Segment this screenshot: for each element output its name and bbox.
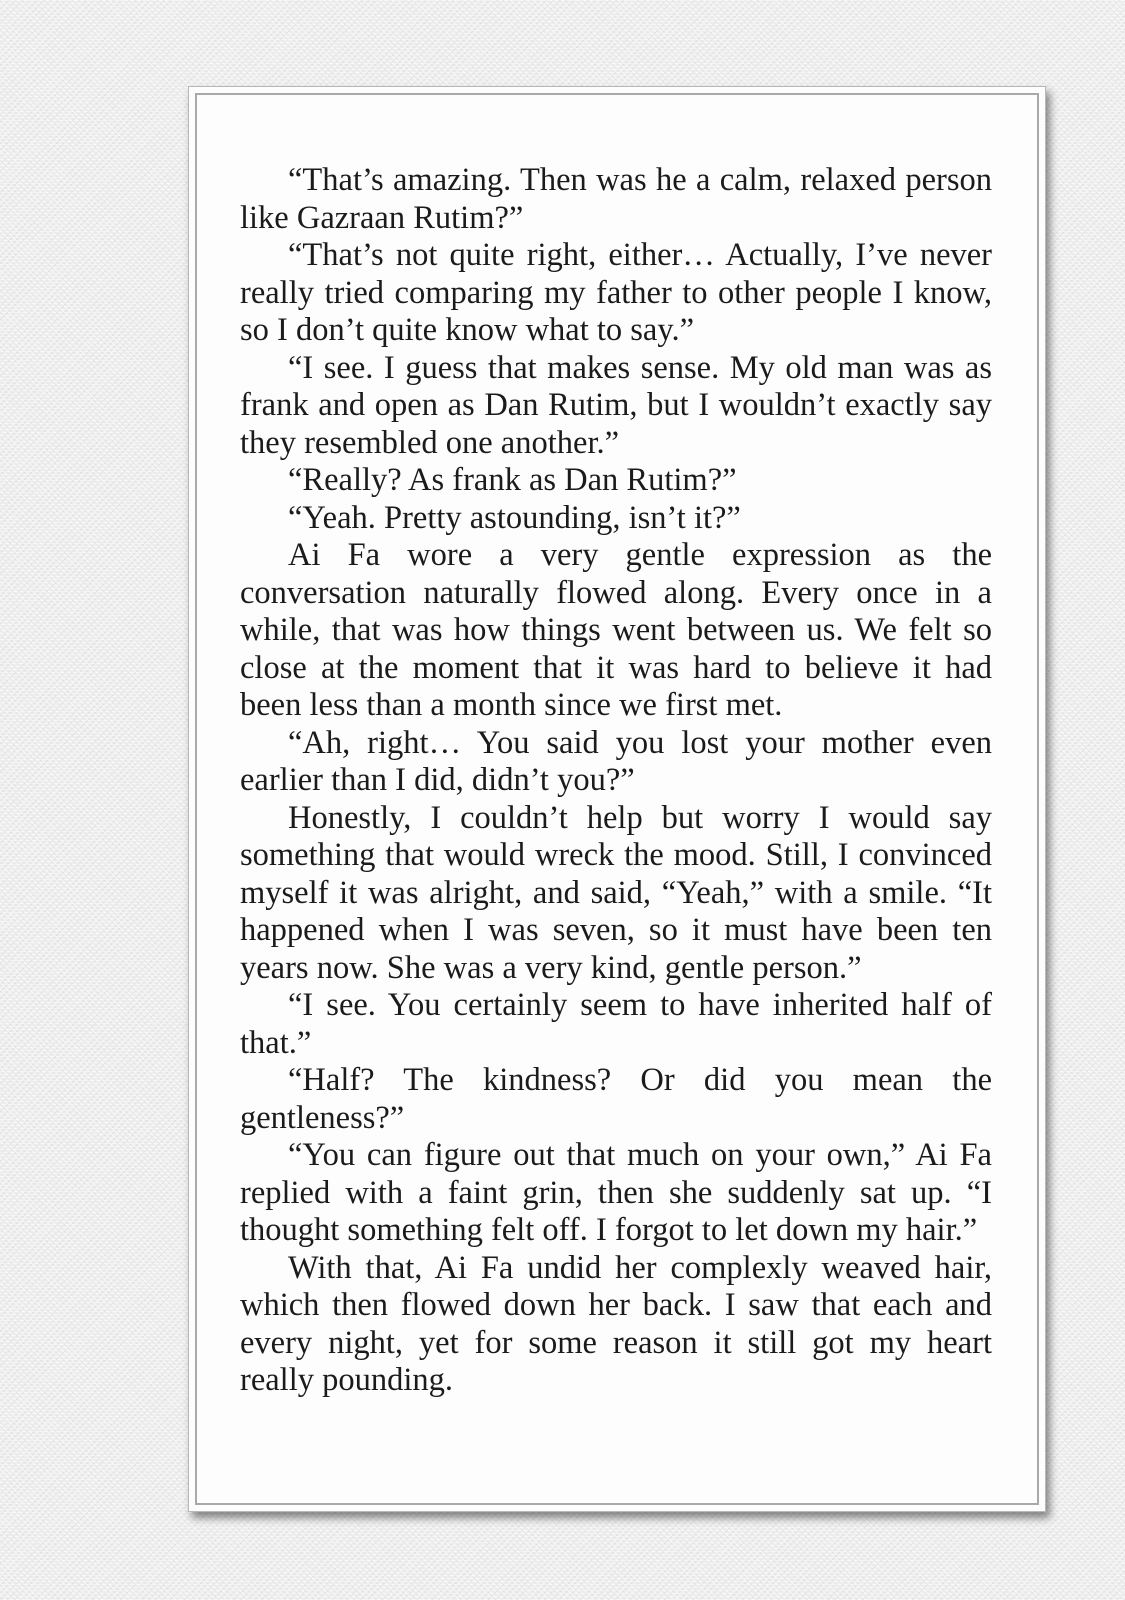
- paragraph: “Ah, right… You said you lost your mother even earlier than I did, didn’t you?”: [240, 724, 992, 798]
- paragraph: “I see. I guess that makes sense. My old man was as frank and open as Dan Rutim, but I wouldn’t exactly say they resembled one another.”: [240, 349, 992, 461]
- paragraph: “Really? As frank as Dan Rutim?”: [288, 462, 737, 498]
- paragraph: “Yeah. Pretty astounding, isn’t it?”: [288, 499, 741, 536]
- body-text: [240, 162, 992, 1400]
- paragraph: Ai Fa wore a very gentle expression as the conversation naturally flowed along. Every once in a while, that was how things went between us. We felt so close at the moment that it was hard to believe it had been less than a month since we first met.: [240, 537, 992, 723]
- paragraph: Honestly, I couldn’t help but worry I would say something that would wreck the mood. Still, I convinced myself it was alright, and said, “Yeah,” with a smile. “It happened when I was seven, so it must have been ten years now. She was a very kind, gentle person.”: [240, 799, 992, 986]
- paragraph: With that, Ai Fa undid her complexly weaved hair, which then flowed down her back. I saw that each and every night, yet for some reason it still got my heart really pounding.: [240, 1249, 992, 1398]
- paragraph: “I see. You certainly seem to have inherited half of that.”: [240, 987, 992, 1061]
- paragraph: “You can figure out that much on your own,” Ai Fa replied with a faint grin, then she suddenly sat up. “I thought something felt off. I forgot to let down my hair.”: [240, 1137, 992, 1248]
- paragraph: “That’s amazing. Then was he a calm, relaxed person like Gazraan Rutim?”: [240, 162, 992, 236]
- paragraph: “That’s not quite right, either… Actually, I’ve never really tried comparing my father to other people I know, so I don’t quite know what to say.”: [240, 237, 992, 348]
- paragraph: “Half? The kindness? Or did you mean the gentleness?”: [240, 1062, 992, 1136]
